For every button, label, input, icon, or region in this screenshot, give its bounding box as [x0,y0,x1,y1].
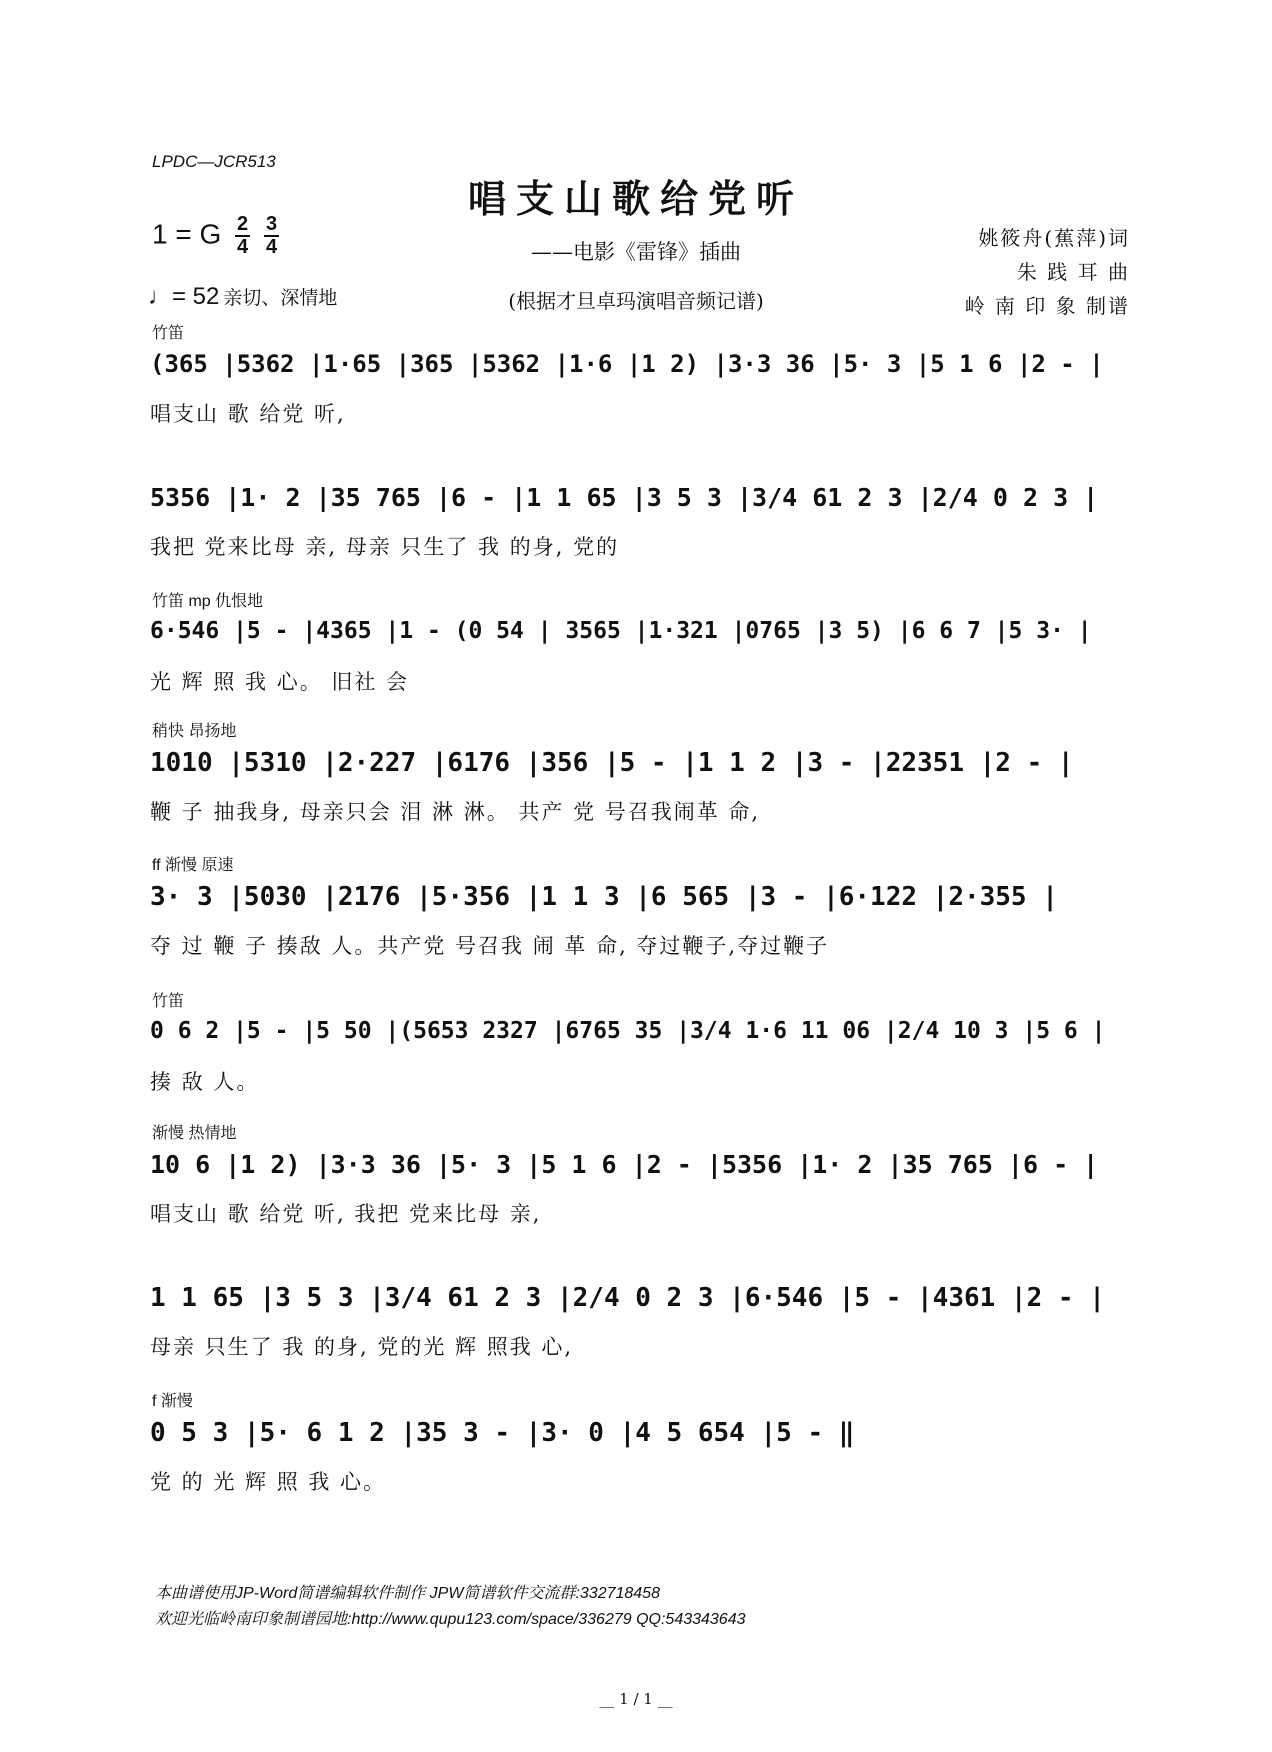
tempo-marking [148,283,337,311]
notation-line: 0 6 2 |5 - |5 50 |(5653 2327 |6765 35 |3/4 1·6 11 06 |2/4 10 3 |5 6 | [150,1018,1106,1044]
song-title: 唱支山歌给党听 [467,176,804,221]
page-number: __ 1 / 1 __ [599,1690,673,1708]
source-note: (根据才旦卓玛演唱音频记谱) [508,289,764,313]
lyric-line: 我把 党来比母 亲, 母亲 只生了 我 的身, 党的 [150,535,620,559]
footer-software-line: 本曲谱使用JP-Word简谱编辑软件制作 JPW简谱软件交流群:332718458 [155,1585,660,1602]
arranger-credit: 岭 南 印 象 制谱 [964,294,1130,318]
notation-line: 5356 |1· 2 |35 765 |6 - |1 1 65 |3 5 3 |3/4 61 2 3 |2/4 0 2 3 | [150,483,1099,512]
lyric-line: 党 的 光 辉 照 我 心。 [150,1470,387,1494]
meter-2-4 [235,214,250,258]
meter2-numerator: 3 [265,213,278,235]
lyricist-credit: 姚筱舟(蕉萍)词 [978,226,1130,250]
lyric-line: 母亲 只生了 我 的身, 党的光 辉 照我 心, [150,1335,574,1359]
meter-3-4 [264,214,279,258]
system-markings: 竹笛 [152,993,185,1010]
meter1-denominator: 4 [237,236,249,258]
system-markings: 竹笛 [152,325,185,342]
tempo-value: ♩= 52 [148,283,220,310]
lyric-line: 光 辉 照 我 心。 旧社 会 [150,670,410,694]
system-markings: 竹笛 mp 仇恨地 [152,593,264,610]
system-markings: ff 渐慢 原速 [152,857,234,874]
composer-credit: 朱 践 耳 曲 [1016,260,1130,284]
score-code: LPDC—JCR513 [152,152,276,171]
notation-line: (365 |5362 |1·65 |365 |5362 |1·6 |1 2) |3·3 36 |5· 3 |5 1 6 |2 - | [150,350,1104,378]
notation-line: 3· 3 |5030 |2176 |5·356 |1 1 3 |6 565 |3 - |6·122 |2·355 | [150,882,1058,912]
system-markings: f 渐慢 [152,1393,193,1410]
lyric-line: 唱支山 歌 给党 听, 我把 党来比母 亲, [150,1202,542,1226]
tempo-description: 亲切、深情地 [223,288,338,309]
meter2-denominator: 4 [265,236,278,258]
lyric-line: 夺 过 鞭 子 揍敌 人。共产党 号召我 闹 革 命, 夺过鞭子,夺过鞭子 [150,934,830,958]
lyric-line: 鞭 子 抽我身, 母亲只会 泪 淋 淋。 共产 党 号召我闹革 命, [150,800,761,824]
notation-line: 1010 |5310 |2·227 |6176 |356 |5 - |1 1 2 |3 - |22351 |2 - | [150,748,1074,778]
key-label: 1 = G [152,218,222,250]
notation-line: 1 1 65 |3 5 3 |3/4 61 2 3 |2/4 0 2 3 |6·546 |5 - |4361 |2 - | [150,1283,1105,1313]
footer-website-line: 欢迎光临岭南印象制谱园地:http://www.qupu123.com/space/336279 QQ:543343643 [155,1611,746,1628]
meter1-numerator: 2 [237,213,249,235]
system-markings: 稍快 昂扬地 [152,723,237,740]
notation-line: 0 5 3 |5· 6 1 2 |35 3 - |3· 0 |4 5 654 |5 - ‖ [150,1418,855,1448]
system-markings: 渐慢 热情地 [152,1125,237,1142]
notation-line: 6·546 |5 - |4365 |1 - (0 54 | 3565 |1·321 |0765 |3 5) |6 6 7 |5 3· | [150,618,1092,644]
notation-line: 10 6 |1 2) |3·3 36 |5· 3 |5 1 6 |2 - |5356 |1· 2 |35 765 |6 - | [150,1150,1099,1179]
lyric-line: 唱支山 歌 给党 听, [150,402,346,426]
key-signature [152,214,279,258]
lyric-line: 揍 敌 人。 [150,1070,260,1094]
song-subtitle: ——电影《雷锋》插曲 [531,240,741,264]
